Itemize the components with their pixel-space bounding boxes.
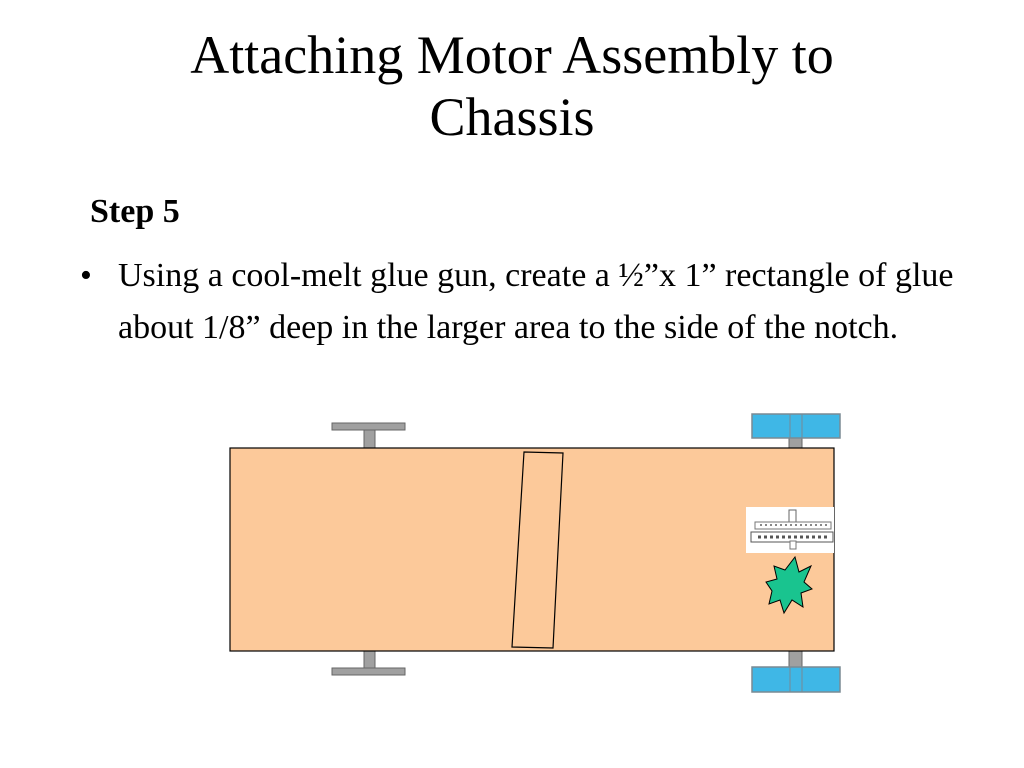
axle-shaft [789, 437, 802, 449]
front-wheel-bottom [752, 651, 840, 692]
bullet-marker: • [80, 257, 92, 294]
wheel-icon [752, 414, 840, 438]
front-wheel-top [752, 414, 840, 449]
axle-cap [332, 423, 405, 430]
rear-axle-top [332, 423, 405, 448]
axle-cap [332, 668, 405, 675]
axle-shaft [364, 430, 375, 448]
axle-shaft [789, 651, 802, 668]
axle-shaft [364, 651, 375, 669]
wheel-icon [752, 667, 840, 692]
step-label: Step 5 [90, 193, 180, 230]
title-line-2: Chassis [429, 87, 595, 147]
bullet-text: Using a cool-melt glue gun, create a ½”x 1” rectangle of glue about 1/8” deep in the larger area to the side of the notch. [118, 257, 954, 346]
title-line-1: Attaching Motor Assembly to [190, 25, 834, 85]
motor-assembly-icon [746, 507, 834, 553]
rear-axle-bottom [332, 651, 405, 675]
